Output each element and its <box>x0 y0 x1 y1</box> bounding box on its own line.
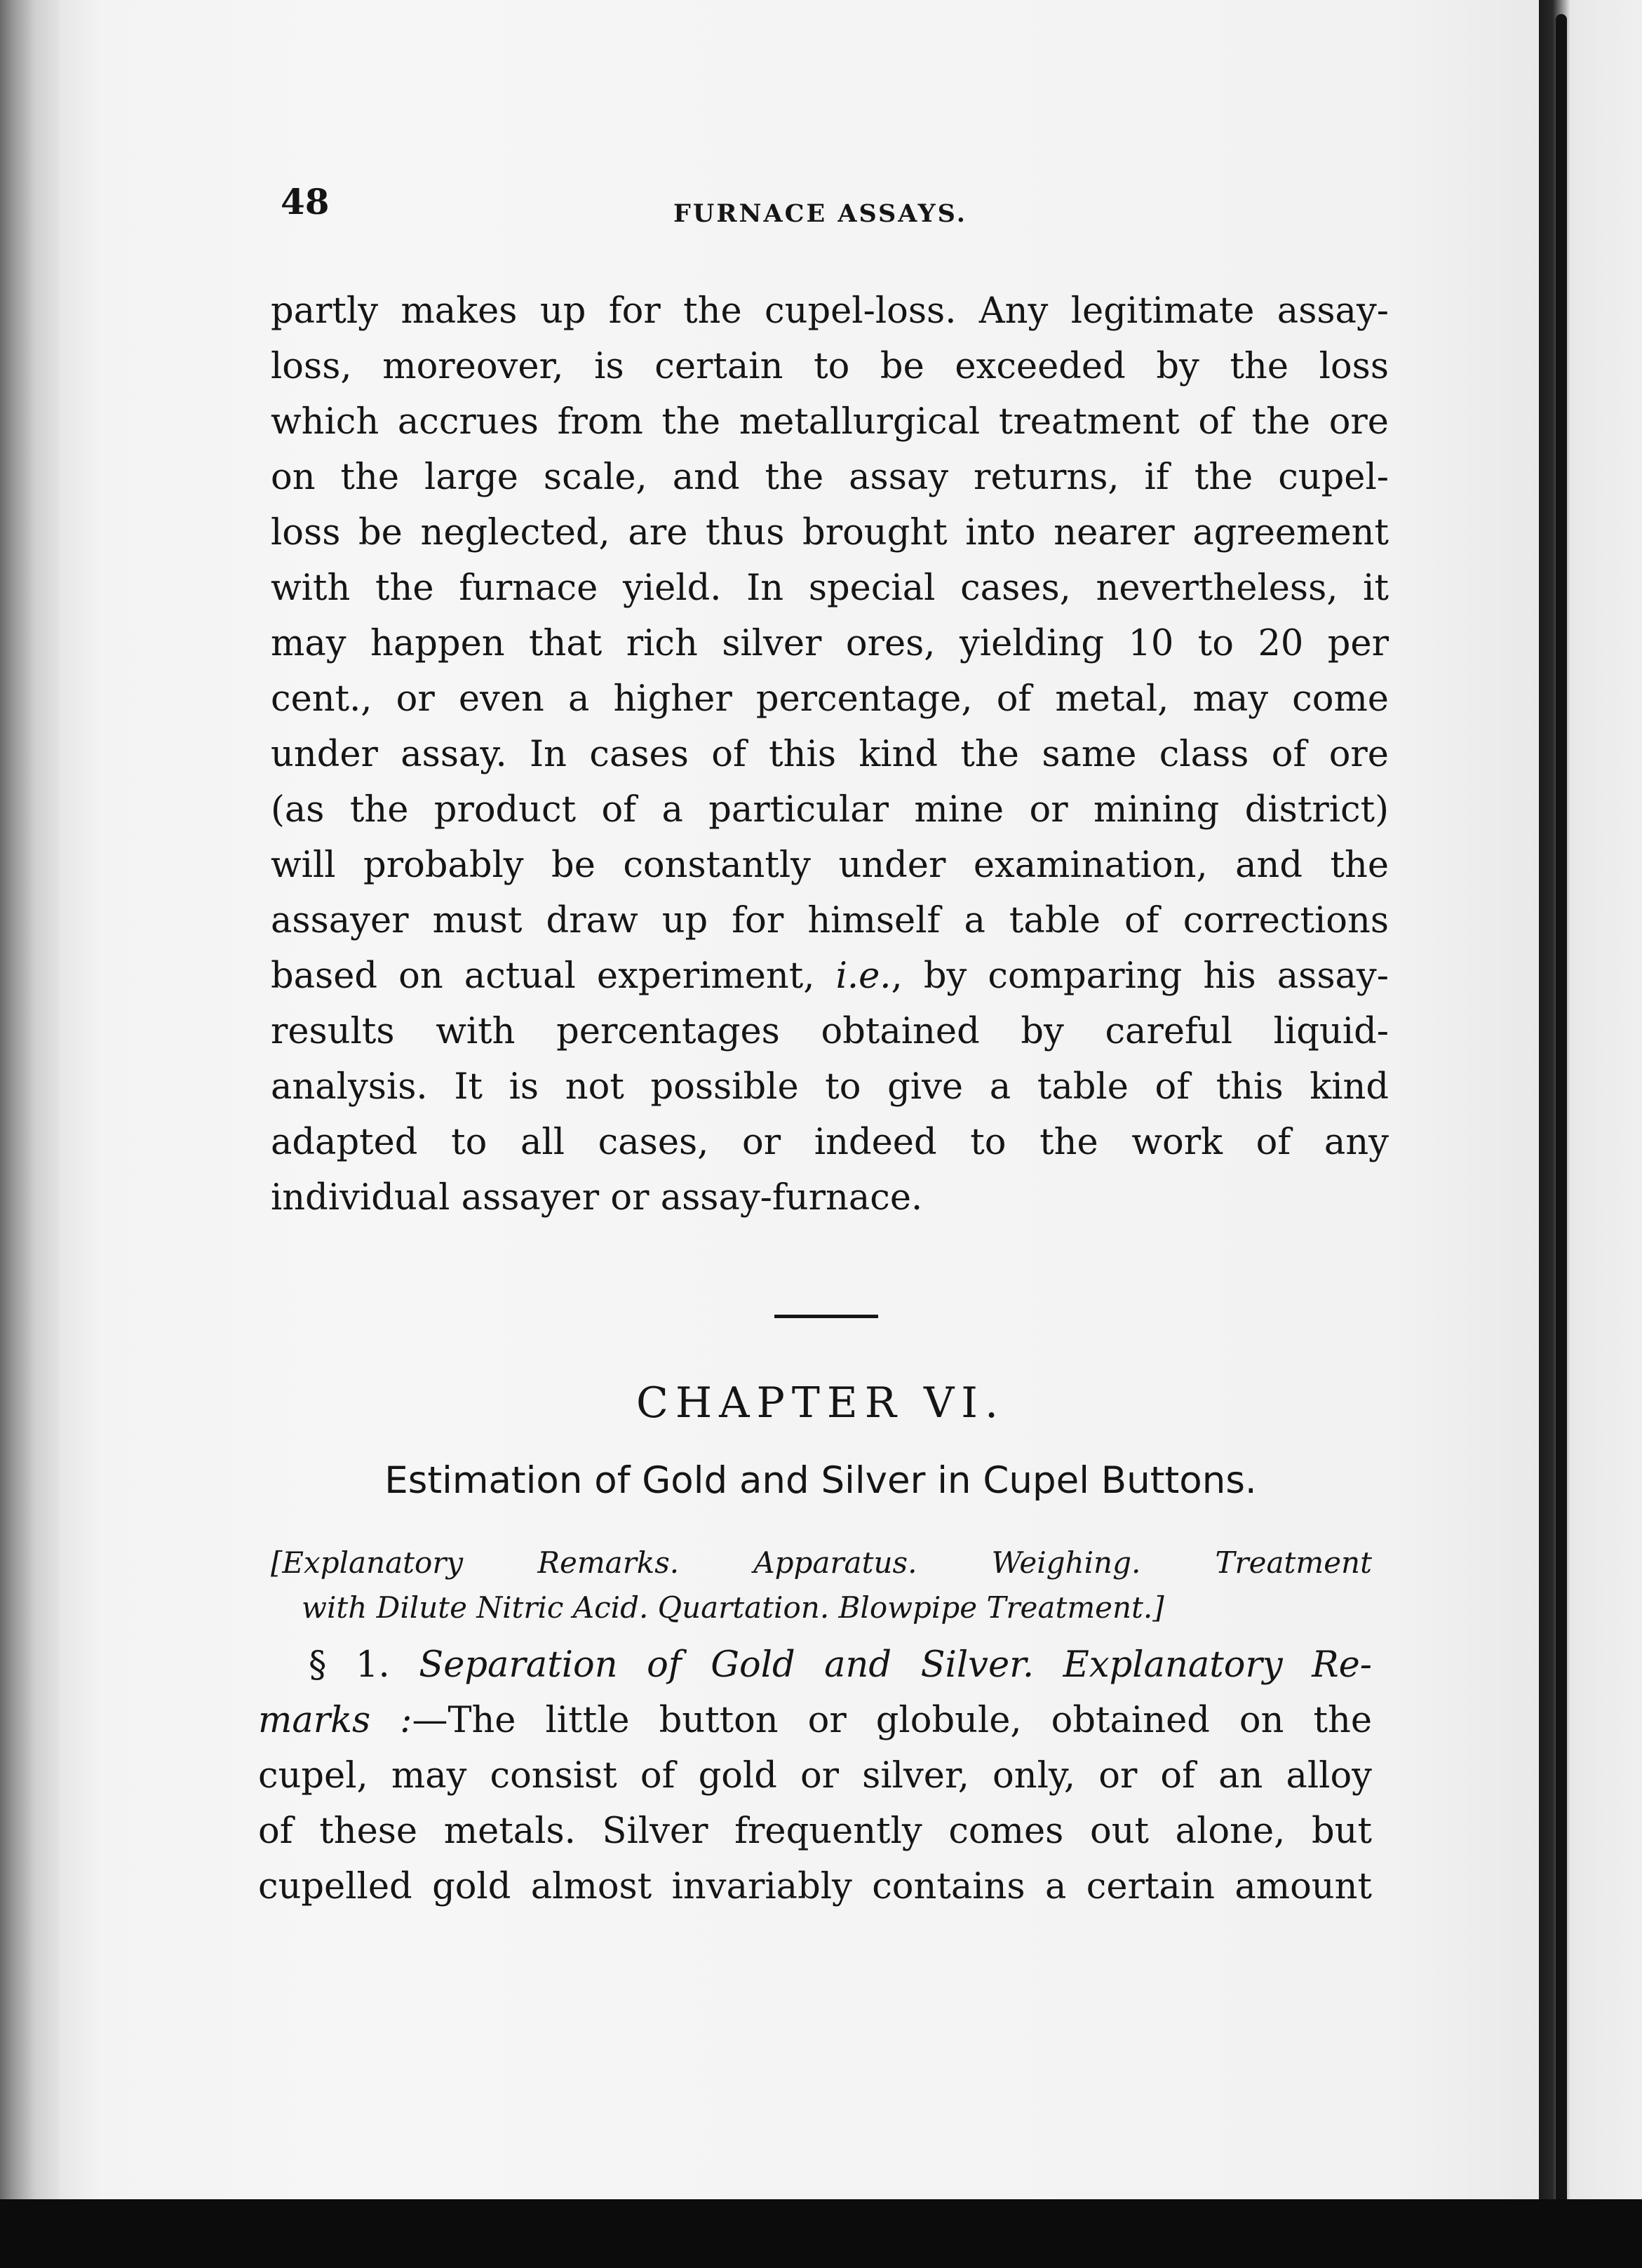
section-line: of these metals. Silver frequently comes out alone, but <box>258 1811 1372 1852</box>
body-line: analysis. It is not possible to give a table of this kind <box>271 1066 1389 1108</box>
body-line: loss be neglected, are thus brought into nearer agreement <box>271 512 1389 553</box>
running-title: FURNACE ASSAYS. <box>673 199 967 228</box>
body-line: under assay. In cases of this kind the same class of ore <box>271 734 1389 775</box>
body-paragraph <box>271 283 1389 1226</box>
section-heading: Separation of Gold and Silver. Explanatory Re- <box>419 1644 1372 1686</box>
body-line <box>271 948 1389 1004</box>
section-line <box>258 1637 1372 1693</box>
body-line: partly makes up for the cupel-loss. Any legitimate assay- <box>271 290 1389 332</box>
page-header <box>281 181 1403 244</box>
body-line: (as the product of a particular mine or mining district) <box>271 789 1389 831</box>
section-line: cupelled gold almost invariably contains a certain amount <box>258 1866 1372 1907</box>
body-line: will probably be constantly under examination, and the <box>271 845 1389 886</box>
chapter-contents <box>271 1541 1372 1630</box>
contents-line: with Dilute Nitric Acid. Quartation. Blowpipe Treatment.] <box>302 1590 1164 1625</box>
chapter-heading: CHAPTER VI. <box>635 1378 1006 1428</box>
body-line: which accrues from the metallurgical treatment of the ore <box>271 401 1389 443</box>
body-line: loss, moreover, is certain to be exceeded by the loss <box>271 346 1389 387</box>
body-line: with the furnace yield. In special cases, nevertheless, it <box>271 568 1389 609</box>
body-line-italic: i.e. <box>835 955 891 997</box>
body-line: adapted to all cases, or indeed to the work of any <box>271 1122 1389 1163</box>
body-line-text: , by comparing his assay- <box>891 955 1389 997</box>
binding-shadow-line <box>1556 14 1567 2210</box>
scan-bottom-border <box>0 2199 1642 2268</box>
body-line: may happen that rich silver ores, yielding 10 to 20 per <box>271 623 1389 664</box>
section-heading-cont: marks : <box>258 1700 412 1741</box>
body-line: assayer must draw up for himself a table of corrections <box>271 900 1389 941</box>
section-divider <box>774 1315 878 1318</box>
section-line-text: —The little button or globule, obtained on the <box>412 1700 1372 1741</box>
body-line: on the large scale, and the assay returns, if the cupel- <box>271 457 1389 498</box>
chapter-title: Estimation of Gold and Silver in Cupel Buttons. <box>384 1459 1257 1502</box>
contents-line: [Explanatory Remarks. Apparatus. Weighing. Treatment <box>271 1545 1372 1580</box>
body-line: individual assayer or assay-furnace. <box>271 1177 923 1219</box>
section-number: § 1. <box>309 1644 390 1686</box>
book-binding-edge <box>1539 0 1642 2268</box>
page-number: 48 <box>281 181 330 222</box>
body-line: cent., or even a higher percentage, of metal, may come <box>271 678 1389 720</box>
body-line: results with percentages obtained by careful liquid- <box>271 1011 1389 1052</box>
section-line <box>258 1693 1372 1748</box>
book-left-edge <box>0 0 59 2268</box>
body-line-text: based on actual experiment, <box>271 955 836 997</box>
section-line: cupel, may consist of gold or silver, only, or of an alloy <box>258 1755 1372 1797</box>
section-paragraph <box>258 1637 1372 1914</box>
